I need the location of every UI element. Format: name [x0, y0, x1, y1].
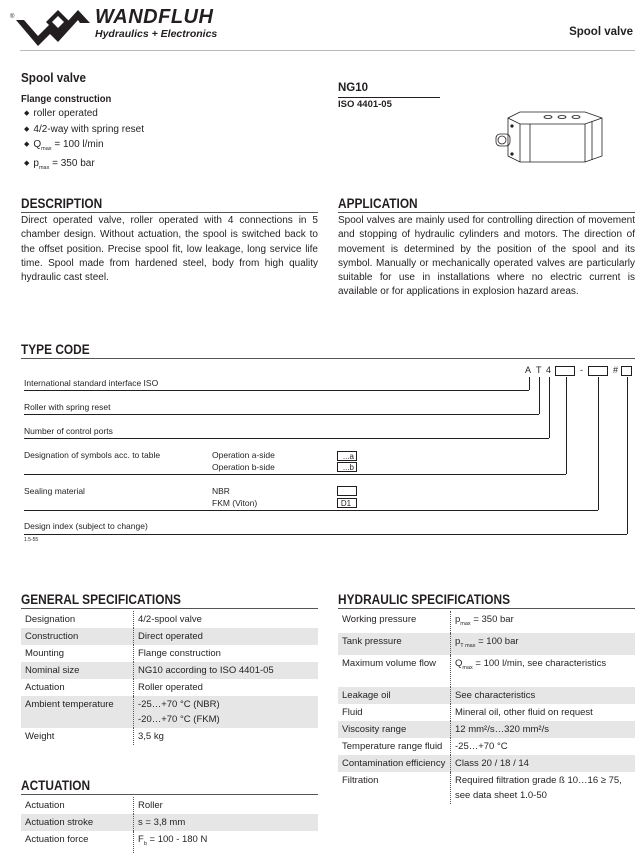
- table-row: Fluid Mineral oil, other fluid on request: [338, 704, 635, 721]
- type-code-row-ports: Number of control ports: [24, 426, 113, 436]
- code-char-4: 4: [546, 365, 552, 375]
- table-row: Construction Direct operated: [21, 628, 318, 645]
- code-nbr: [337, 486, 357, 496]
- table-row: Viscosity range 12 mm²/s…320 mm²/s: [338, 721, 635, 738]
- product-subtitle: Flange construction: [21, 93, 112, 105]
- table-row: Temperature range fluid -25…+70 °C: [338, 738, 635, 755]
- leader-line: [598, 377, 599, 510]
- code-char-t: T: [536, 365, 542, 375]
- code-char-hash: #: [613, 365, 619, 375]
- nominal-size: NG10: [338, 82, 369, 94]
- table-row: Actuation stroke s = 3,8 mm: [21, 814, 318, 831]
- option-a-side: Operation a-side: [212, 450, 275, 460]
- table-row: Designation 4/2-spool valve: [21, 611, 318, 628]
- table-row: Tank pressure $p_{T max} = 100$ bar: [338, 633, 635, 655]
- code-char-dash: -: [580, 365, 583, 375]
- document-title: Spool valve: [569, 26, 633, 38]
- code-a-side: ...a: [337, 451, 357, 461]
- table-row: Actuation force $F_b = 100 - 180$ N: [21, 831, 318, 853]
- application-divider: [338, 212, 635, 213]
- leader-line: [627, 377, 628, 534]
- feature-item: ◆ $p_{max} = 350$ bar: [24, 157, 144, 176]
- table-row: Ambient temperature -25…+70 °C (NBR) -20…+70 °C (FKM): [21, 696, 318, 728]
- option-b-side: Operation b-side: [212, 462, 275, 472]
- leader-line: [24, 534, 627, 535]
- description-text: Direct operated valve, roller operated with 4 connections in 5 chamber design. Without actuation, the spool is switched back to the offset position. Precise spool fit, low leakage, long service life time. Spool made from hardened steel, body from high quality hydraulic cast steel.: [21, 215, 318, 284]
- table-row: Actuation Roller: [21, 797, 318, 814]
- application-heading: APPLICATION: [338, 196, 418, 211]
- leader-line: [24, 474, 566, 475]
- feature-item: ◆ roller operated: [24, 107, 144, 123]
- type-code-row-roller: Roller with spring reset: [24, 402, 111, 412]
- option-fkm: FKM (Viton): [212, 498, 258, 508]
- type-code-row-symbols: Designation of symbols acc. to table: [24, 450, 161, 460]
- brand-tagline: Hydraulics + Electronics: [95, 28, 218, 40]
- application-text: Spool valves are mainly used for controlling direction of movement and stopping of hydraulic cylinders and motors. The direction of movement is determined by the position of the spool and its symbol. Manually or mechanically operated valves are particularly suitable for use in installations where no electric current is available or for applications in explosion hazard areas.: [338, 215, 635, 298]
- general-specs-heading: GENERAL SPECIFICATIONS: [21, 592, 181, 607]
- leader-line: [549, 377, 550, 438]
- table-row: Weight 3,5 kg: [21, 728, 318, 745]
- spool-valve-illustration-icon: [490, 108, 620, 168]
- table-row: Contamination efficiency Class 20 / 18 / 14: [338, 755, 635, 772]
- option-nbr: NBR: [212, 486, 230, 496]
- type-code-row-design-index: Design index (subject to change): [24, 521, 148, 531]
- type-code-row-sealing: Sealing material: [24, 486, 85, 496]
- table-row: Leakage oil See characteristics: [338, 687, 635, 704]
- table-row: Filtration Required filtration grade ß 10…16 ≥ 75, see data sheet 1.0-50: [338, 772, 635, 804]
- table-row: Nominal size NG10 according to ISO 4401-05: [21, 662, 318, 679]
- registered-mark: ®: [10, 14, 15, 20]
- code-fkm: D1: [337, 498, 357, 508]
- table-row: Mounting Flange construction: [21, 645, 318, 662]
- leader-line: [24, 390, 529, 391]
- hydraulic-specs-heading: HYDRAULIC SPECIFICATIONS: [338, 592, 511, 607]
- description-heading: DESCRIPTION: [21, 196, 103, 211]
- product-title: Spool valve: [21, 70, 87, 85]
- type-code-divider: [21, 358, 635, 359]
- type-code-heading: TYPE CODE: [21, 342, 90, 357]
- actuation-table: [21, 797, 318, 853]
- leader-line: [566, 377, 567, 474]
- general-specs-table: [21, 611, 318, 745]
- feature-item: ◆ 4/2-way with spring reset: [24, 123, 144, 139]
- feature-item: ◆ $Q_{max} = 100$ l/min: [24, 138, 144, 157]
- actuation-heading: ACTUATION: [21, 778, 91, 793]
- type-code-row-iso: International standard interface ISO: [24, 378, 159, 388]
- feature-list: [24, 107, 144, 175]
- hydraulic-specs-table: [338, 611, 635, 804]
- general-specs-divider: [21, 608, 318, 609]
- hydraulic-specs-divider: [338, 608, 635, 609]
- code-slot-design-index[interactable]: [621, 366, 632, 376]
- actuation-divider: [21, 794, 318, 795]
- iso-standard: ISO 4401-05: [338, 99, 392, 110]
- table-row: Actuation Roller operated: [21, 679, 318, 696]
- leader-line: [539, 377, 540, 414]
- table-row: Working pressure $p_{max} = 350$ bar: [338, 611, 635, 633]
- code-slot-seal[interactable]: [588, 366, 608, 376]
- description-divider: [21, 212, 318, 213]
- code-b-side: ...b: [337, 462, 357, 472]
- size-divider: [338, 97, 440, 98]
- leader-line: [24, 438, 549, 439]
- code-slot-symbol[interactable]: [555, 366, 575, 376]
- leader-line: [24, 414, 539, 415]
- code-char-a: A: [525, 365, 532, 375]
- brand-name: WANDFLUH: [95, 6, 214, 28]
- leader-line: [529, 377, 530, 390]
- leader-line: [24, 510, 598, 511]
- header-divider: [20, 50, 635, 51]
- table-row: Maximum volume flow $Q_{max} = 100$ l/min, see characteristics: [338, 655, 635, 687]
- footnote: 1.5-55: [24, 537, 39, 543]
